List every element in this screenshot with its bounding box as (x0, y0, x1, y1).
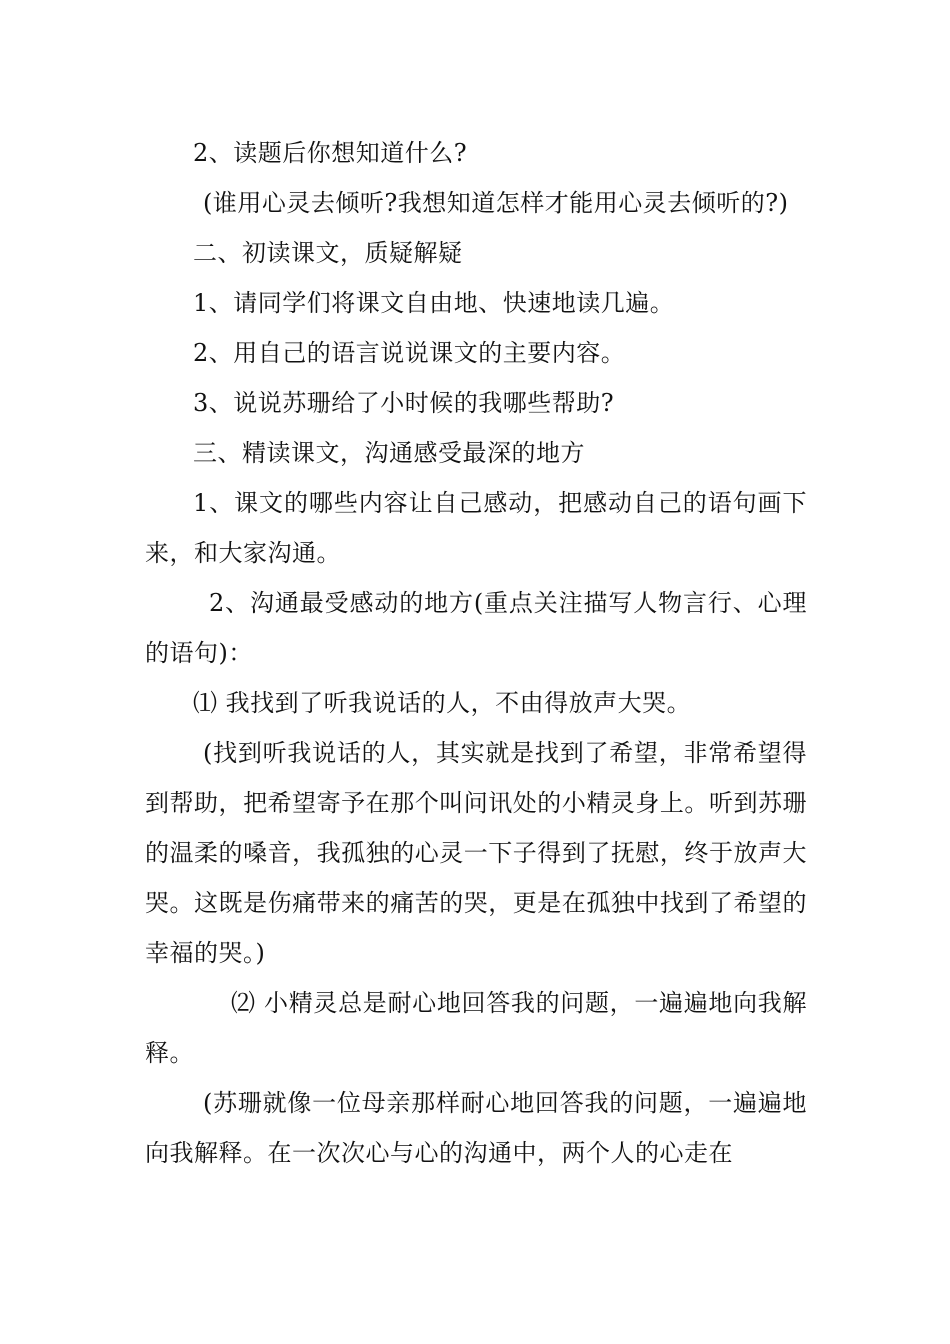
quote-1: ⑴ 我找到了听我说话的人，不由得放声大哭。 (193, 689, 692, 717)
document-page (145, 128, 807, 1178)
step-1-detail: 1、课文的哪些内容让自己感动，把感动自己的语句画下来，和大家沟通。 (145, 489, 807, 567)
step-3: 3、说说苏珊给了小时候的我哪些帮助? (193, 389, 615, 417)
section-heading-3: 三、精读课文，沟通感受最深的地方 (193, 439, 585, 467)
quote-2: ⑵ 小精灵总是耐心地回答我的问题，一遍遍地向我解释。 (145, 989, 807, 1067)
question-2-answer: (谁用心灵去倾听?我想知道怎样才能用心灵去倾听的?) (203, 189, 789, 217)
section-heading-2: 二、初读课文，质疑解疑 (193, 239, 463, 267)
step-2-detail: 2、沟通最受感动的地方(重点关注描写人物言行、心理的语句)： (145, 589, 807, 667)
step-1: 1、请同学们将课文自由地、快速地读几遍。 (193, 289, 675, 317)
step-2: 2、用自己的语言说说课文的主要内容。 (193, 339, 626, 367)
question-2: 2、读题后你想知道什么? (193, 139, 468, 167)
quote-1-explanation: (找到听我说话的人，其实就是找到了希望，非常希望得到帮助，把希望寄予在那个叫问讯处的小精灵身上。听到苏珊的温柔的嗓音，我孤独的心灵一下子得到了抚慰，终于放声大哭。这既是伤痛带来的痛苦的哭，更是在孤独中找到了希望的幸福的哭。) (145, 739, 807, 967)
quote-2-explanation: (苏珊就像一位母亲那样耐心地回答我的问题，一遍遍地向我解释。在一次次心与心的沟通中，两个人的心走在 (145, 1089, 807, 1167)
